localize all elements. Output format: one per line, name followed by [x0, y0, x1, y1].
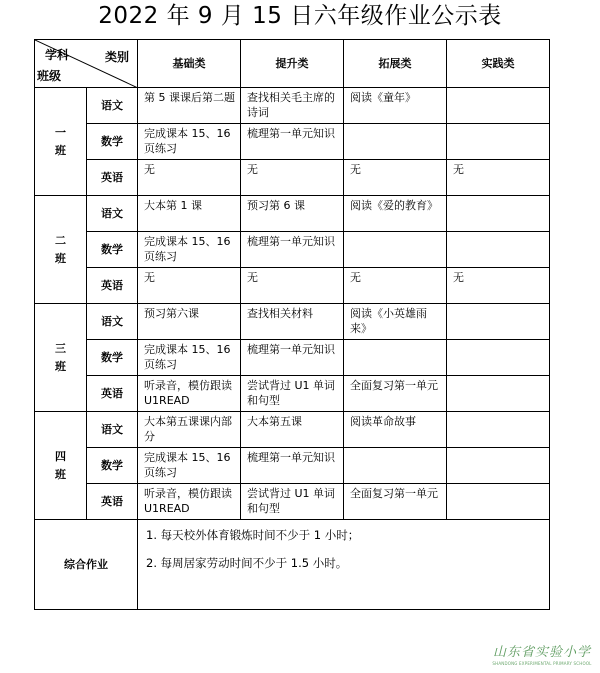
task-cell [447, 196, 550, 232]
task-cell: 无 [447, 160, 550, 196]
table-row [35, 88, 550, 124]
class-name: 二班 [55, 233, 66, 265]
task-cell [447, 88, 550, 124]
task-cell: 第 5 课课后第二题 [138, 88, 241, 124]
task-cell: 听录音，模仿跟读 U1READ [138, 376, 241, 412]
subject-cell: 英语 [87, 268, 138, 304]
type-axis-label: 类别 [104, 50, 129, 64]
column-header: 实践类 [447, 40, 550, 88]
task-cell: 无 [447, 268, 550, 304]
subject-cell: 英语 [87, 160, 138, 196]
task-cell: 完成课本 15、16 页练习 [138, 124, 241, 160]
task-cell [344, 232, 447, 268]
task-cell: 完成课本 15、16 页练习 [138, 232, 241, 268]
subject-cell: 语文 [87, 88, 138, 124]
column-header: 基础类 [138, 40, 241, 88]
task-cell: 完成课本 15、16 页练习 [138, 448, 241, 484]
task-cell: 听录音，模仿跟读 U1READ [138, 484, 241, 520]
task-cell [447, 232, 550, 268]
class-name: 四班 [55, 449, 66, 481]
subject-cell: 数学 [87, 340, 138, 376]
task-cell: 梳理第一单元知识 [241, 232, 344, 268]
task-cell [344, 448, 447, 484]
task-cell: 查找相关毛主席的诗词 [241, 88, 344, 124]
task-cell: 无 [241, 268, 344, 304]
diagonal-header-cell [35, 40, 138, 88]
task-cell [447, 448, 550, 484]
table-row [35, 196, 550, 232]
task-cell [447, 124, 550, 160]
subject-cell: 数学 [87, 232, 138, 268]
task-cell: 大本第五课课内部分 [138, 412, 241, 448]
table-row [35, 232, 550, 268]
class-name-cell [35, 196, 87, 304]
subject-cell: 英语 [87, 376, 138, 412]
school-logo-name: 山东省实验小学 [492, 645, 591, 660]
task-cell: 无 [138, 160, 241, 196]
task-cell: 预习第六课 [138, 304, 241, 340]
subject-cell: 语文 [87, 304, 138, 340]
table-row [35, 412, 550, 448]
summary-row [35, 520, 550, 610]
task-cell [447, 340, 550, 376]
task-cell: 查找相关材料 [241, 304, 344, 340]
table-row [35, 160, 550, 196]
task-cell [447, 376, 550, 412]
subject-cell: 语文 [87, 412, 138, 448]
table-row [35, 268, 550, 304]
table-body [35, 88, 550, 610]
task-cell [447, 412, 550, 448]
header-row [35, 40, 550, 88]
task-cell [447, 304, 550, 340]
task-cell: 阅读革命故事 [344, 412, 447, 448]
subject-cell: 英语 [87, 484, 138, 520]
task-cell: 无 [138, 268, 241, 304]
table-row [35, 448, 550, 484]
table-row [35, 304, 550, 340]
task-cell: 阅读《小英雄雨来》 [344, 304, 447, 340]
summary-item: 1. 每天校外体育锻炼时间不少于 1 小时； [146, 528, 360, 542]
column-header: 拓展类 [344, 40, 447, 88]
task-cell: 尝试背过 U1 单词和句型 [241, 484, 344, 520]
task-cell: 大本第五课 [241, 412, 344, 448]
task-cell: 阅读《童年》 [344, 88, 447, 124]
column-header: 提升类 [241, 40, 344, 88]
class-name-cell [35, 412, 87, 520]
task-cell: 尝试背过 U1 单词和句型 [241, 376, 344, 412]
task-cell [344, 340, 447, 376]
table-row [35, 124, 550, 160]
task-cell: 阅读《爱的教育》 [344, 196, 447, 232]
task-cell [447, 484, 550, 520]
task-cell: 无 [344, 160, 447, 196]
task-cell: 梳理第一单元知识 [241, 124, 344, 160]
class-name-cell [35, 88, 87, 196]
class-name: 一班 [55, 125, 66, 157]
table-row [35, 484, 550, 520]
task-cell: 梳理第一单元知识 [241, 448, 344, 484]
task-cell: 梳理第一单元知识 [241, 340, 344, 376]
table-row [35, 340, 550, 376]
task-cell: 全面复习第一单元 [344, 376, 447, 412]
school-logo-subtitle: SHANDONG EXPERIMENTAL PRIMARY SCHOOL [492, 661, 592, 666]
subject-cell: 语文 [87, 196, 138, 232]
class-axis-label: 班级 [37, 69, 62, 83]
task-cell: 全面复习第一单元 [344, 484, 447, 520]
task-cell [344, 124, 447, 160]
class-name-cell [35, 304, 87, 412]
subject-cell: 数学 [87, 448, 138, 484]
school-logo [490, 645, 594, 667]
page-title: 2022 年 9 月 15 日六年级作业公示表 [98, 3, 502, 29]
task-cell: 无 [344, 268, 447, 304]
summary-label: 综合作业 [35, 520, 138, 610]
summary-item: 2. 每周居家劳动时间不少于 1.5 小时。 [146, 556, 348, 570]
task-cell: 无 [241, 160, 344, 196]
homework-table [34, 39, 550, 610]
subject-cell: 数学 [87, 124, 138, 160]
task-cell: 完成课本 15、16 页练习 [138, 340, 241, 376]
class-name: 三班 [55, 341, 66, 373]
table-row [35, 376, 550, 412]
task-cell: 大本第 1 课 [138, 196, 241, 232]
subject-axis-label: 学科 [45, 48, 70, 62]
summary-content [138, 520, 550, 610]
task-cell: 预习第 6 课 [241, 196, 344, 232]
